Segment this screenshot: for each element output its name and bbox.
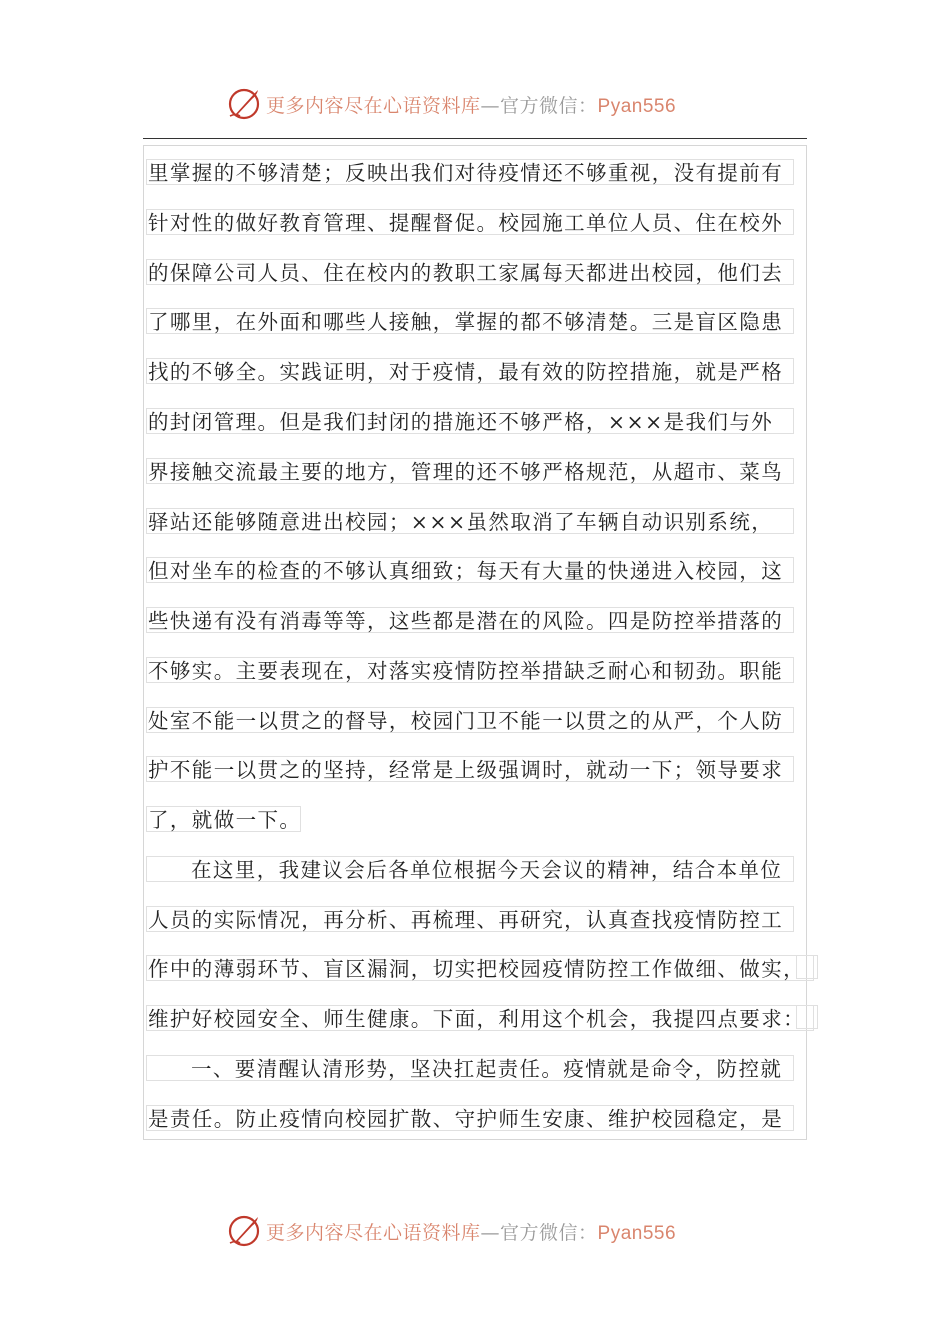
footer-wechat-label: 官方微信： bbox=[500, 1221, 598, 1244]
body-line-14: 了，就做一下。 bbox=[148, 808, 302, 832]
header-wechat-label: 官方微信： bbox=[500, 94, 598, 117]
body-line-9: 但对坐车的检查的不够认真细致；每天有大量的快递进入校园，这 bbox=[146, 557, 794, 583]
header-banner bbox=[226, 84, 746, 124]
footer-wechat-id: Pyan556 bbox=[597, 1222, 677, 1244]
header-divider bbox=[143, 138, 807, 139]
overflow-marker-1 bbox=[796, 955, 818, 979]
body-line-2: 针对性的做好教育管理、提醒督促。校园施工单位人员、住在校外 bbox=[146, 209, 794, 235]
body-line-20: 是责任。防止疫情向校园扩散、守护师生安康、维护校园稳定，是 bbox=[146, 1105, 794, 1131]
body-line-6: 的封闭管理。但是我们封闭的措施还不够严格，×××是我们与外 bbox=[146, 408, 794, 434]
footer-banner-text bbox=[266, 1218, 676, 1245]
body-line-4: 了哪里，在外面和哪些人接触，掌握的都不够清楚。三是盲区隐患 bbox=[146, 308, 794, 334]
body-line-5: 找的不够全。实践证明，对于疫情，最有效的防控措施，就是严格 bbox=[146, 358, 794, 384]
footer-brand: 更多内容尽在心语资料库 bbox=[266, 1221, 481, 1244]
header-wechat-id: Pyan556 bbox=[597, 95, 677, 117]
footer-dash: — bbox=[480, 1221, 501, 1244]
body-line-15: 在这里，我建议会后各单位根据今天会议的精神，结合本单位 bbox=[146, 856, 794, 882]
body-line-18: 维护好校园安全、师生健康。下面，利用这个机会，我提四点要求： bbox=[146, 1005, 814, 1031]
overflow-marker-2 bbox=[796, 1005, 818, 1029]
body-line-12: 处室不能一以贯之的督导，校园门卫不能一以贯之的从严，个人防 bbox=[146, 707, 794, 733]
header-dash: — bbox=[480, 94, 501, 117]
body-line-3: 的保障公司人员、住在校内的教职工家属每天都进出校园，他们去 bbox=[146, 259, 794, 285]
body-line-13: 护不能一以贯之的坚持，经常是上级强调时，就动一下；领导要求 bbox=[146, 756, 794, 782]
body-line-7: 界接触交流最主要的地方，管理的还不够严格规范，从超市、菜鸟 bbox=[146, 458, 794, 484]
body-line-8: 驿站还能够随意进出校园；×××虽然取消了车辆自动识别系统， bbox=[146, 508, 794, 534]
text-frame bbox=[143, 145, 807, 1140]
footer-banner bbox=[226, 1211, 746, 1251]
body-line-17: 作中的薄弱环节、盲区漏洞，切实把校园疫情防控工作做细、做实， bbox=[146, 955, 814, 981]
body-line-11: 不够实。主要表现在，对落实疫情防控举措缺乏耐心和韧劲。职能 bbox=[146, 657, 794, 683]
header-brand: 更多内容尽在心语资料库 bbox=[266, 94, 481, 117]
body-line-10: 些快递有没有消毒等等，这些都是潜在的风险。四是防控举措落的 bbox=[146, 607, 794, 633]
quill-logo-icon bbox=[226, 86, 262, 122]
header-banner-text bbox=[266, 91, 676, 118]
body-line-16: 人员的实际情况，再分析、再梳理、再研究，认真查找疫情防控工 bbox=[146, 906, 794, 932]
body-line-1: 里掌握的不够清楚；反映出我们对待疫情还不够重视，没有提前有 bbox=[146, 159, 794, 185]
quill-logo-icon bbox=[226, 1213, 262, 1249]
body-line-19: 一、要清醒认清形势，坚决扛起责任。疫情就是命令，防控就 bbox=[146, 1055, 794, 1081]
